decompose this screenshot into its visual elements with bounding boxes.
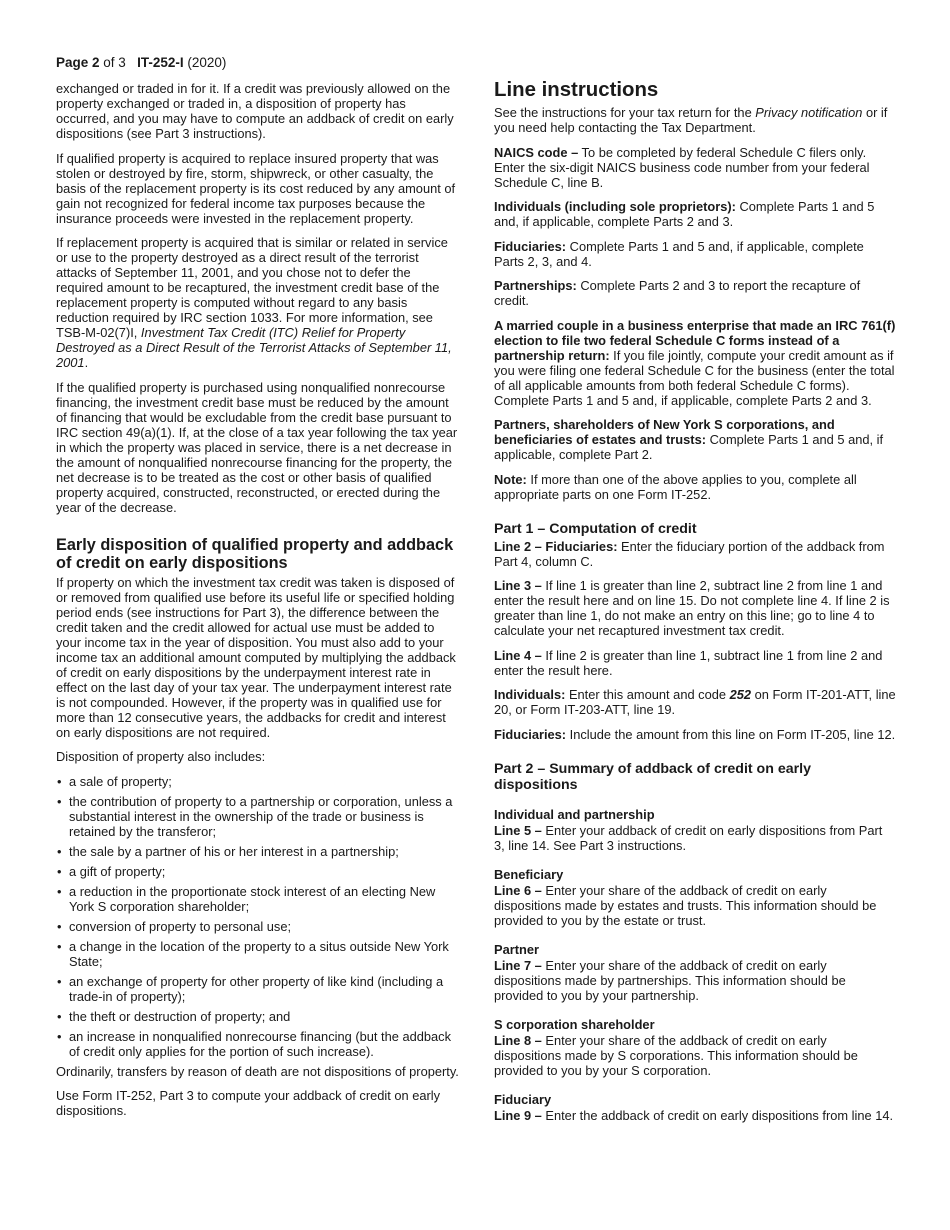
subheading-fiduciary: Fiduciary [494, 1091, 552, 1107]
line-instructions-title: Line instructions [494, 79, 659, 101]
list-item: • an exchange of property for other property of like kind (including a trade-in of property); [56, 974, 459, 1004]
form-id: IT-252-I [137, 55, 184, 70]
subheading-partner: Partner [494, 941, 539, 957]
paragraph-line7: Line 7 – Enter your share of the addback of credit on early dispositions made by partnerships. This information should be provided to you by your partnership. [494, 957, 846, 1003]
paragraph-naics: NAICS code – To be completed by federal Schedule C filers only. Enter the six-digit NAICS business code number from your federal Schedule C, line B. [494, 144, 870, 190]
paragraph-death-transfers: Ordinarily, transfers by reason of death are not dispositions of property. [56, 1063, 459, 1079]
list-item: • conversion of property to personal use; [56, 919, 459, 934]
paragraph-note: Note: If more than one of the above applies to you, complete all appropriate parts on one Form IT-252. [494, 471, 857, 502]
left-column [56, 81, 459, 1128]
part2-heading: Part 2 – Summary of addback of credit on early dispositions [494, 760, 811, 793]
paragraph-line9: Line 9 – Enter the addback of credit on early dispositions from line 14. [494, 1107, 894, 1123]
paragraph-individuals-line4: Individuals: Enter this amount and code 252 on Form IT-201-ATT, line 20, or Form IT-203-ATT, line 19. [494, 687, 896, 717]
paragraph-individuals: Individuals (including sole proprietors): Complete Parts 1 and 5 and, if applicable, complete Parts 2 and 3. [494, 199, 875, 229]
list-item: • an increase in nonqualified nonrecourse financing (but the addback of credit only applies for the portion of such increase). [56, 1029, 459, 1059]
list-item: • a reduction in the proportionate stock interest of an electing New York S corporation shareholder; [56, 884, 459, 914]
paragraph-partners-shareholders: Partners, shareholders of New York S corporations, and beneficiaries of estates and trusts: Complete Parts 1 and 5 and, if applicable, complete Part 2. [494, 417, 884, 462]
right-column [494, 79, 896, 1132]
list-item: • the sale by a partner of his or her interest in a partnership; [56, 844, 459, 859]
paragraph-fiduciaries: Fiduciaries: Complete Parts 1 and 5 and, if applicable, complete Parts 2, 3, and 4. [494, 238, 864, 269]
list-item: • a sale of property; [56, 774, 459, 789]
paragraph-disposition-includes: Disposition of property also includes: [56, 749, 266, 764]
tsb-title: Investment Tax Credit (ITC) Relief for Property Destroyed as a Direct Result of the Terrorist Attacks of September 11, 2001 [56, 325, 452, 370]
paragraph-line6: Line 6 – Enter your share of the addback of credit on early dispositions made by estates and trusts. This information should be provided to you by the estate or trust. [494, 882, 877, 928]
privacy-notification-ref: Privacy notification [755, 105, 863, 120]
paragraph-line8: Line 8 – Enter your share of the addback of credit on early dispositions made by S corporations. This information should be provided to you by your S corporation. [494, 1032, 858, 1078]
paragraph-line5: Line 5 – Enter your addback of credit on early dispositions from Part 3, line 14. See Part 3 instructions. [494, 822, 883, 853]
section-heading-early-disposition: Early disposition of qualified property and addback of credit on early dispositions [56, 535, 454, 572]
credit-code: 252 [729, 687, 752, 702]
paragraph-fiduciaries-line4: Fiduciaries: Include the amount from this line on Form IT-205, line 12. [494, 726, 896, 742]
paragraph-use-form: Use Form IT-252, Part 3 to compute your addback of credit on early dispositions. [56, 1088, 441, 1118]
paragraph-intro: See the instructions for your tax return for the Privacy notification or if you need help contacting the Tax Department. [494, 105, 888, 135]
paragraph-line4: Line 4 – If line 2 is greater than line 1, subtract line 1 from line 2 and enter the result here. [494, 647, 883, 678]
paragraph-insured-property: If qualified property is acquired to replace insured property that was stolen or destroyed by fire, storm, shipwreck, or other casualty, the basis of the replacement property is its cost reduced by any amount of gain not recognized for federal income tax purposes because the insurance proceeds were invested in the replacement property. [56, 150, 456, 226]
list-item: • a change in the location of the property to a situs outside New York State; [56, 939, 459, 969]
paragraph-line3: Line 3 – If line 1 is greater than line 2, subtract line 2 from line 1 and enter the result here and on line 15. Do not complete line 4. If line 2 is greater than line 1, do not make an entry on this line; go to line 4 to calculate your net recaptured investment tax credit. [494, 578, 890, 638]
paragraph-nonrecourse-financing: If the qualified property is purchased using nonqualified nonrecourse financing, the investment credit base must be reduced by the amount of financing that would be excludable from the credit base pursuant to IRC section 49(a)(1). If, at the close of a tax year following the tax year in which the property was placed in service, there is a net decrease in the amount of nonqualified nonrecourse financing for the property, the net decrease is to be treated as the cost or other basis of qualified property acquired, constructed, reconstructed, or erected during the year of the decrease. [56, 379, 458, 515]
form-year: (2020) [187, 55, 227, 70]
paragraph-early-disposition: If property on which the investment tax credit was taken is disposed of or removed from qualified use before its useful life or specified holding period ends (see instructions for Part 3), the difference between the credit taken and the credit allowed for actual use must be added to your income tax in the year of disposition. You must also add to your income tax an additional amount computed by multiplying the addback of credit on early dispositions by the underpayment interest rate in effect on the last day of your tax year. The underpayment interest rate is not compounded. However, if the property was in qualified use for more than 12 consecutive years, the addbacks for credit and interest on early dispositions are not required. [56, 574, 456, 740]
subheading-individual-partnership: Individual and partnership [494, 806, 655, 822]
paragraph-partnerships: Partnerships: Complete Parts 2 and 3 to report the recapture of credit. [494, 278, 861, 308]
part1-heading: Part 1 – Computation of credit [494, 520, 697, 537]
page-number: Page 2 [56, 55, 100, 70]
list-item: • the theft or destruction of property; and [56, 1009, 459, 1024]
paragraph-line2: Line 2 – Fiduciaries: Enter the fiduciary portion of the addback from Part 4, column C. [494, 538, 885, 569]
page-header [56, 55, 226, 71]
subheading-s-corporation: S corporation shareholder [494, 1016, 655, 1032]
list-item: • the contribution of property to a partnership or corporation, unless a substantial interest in the ownership of the trade or business is retained by the transferor; [56, 794, 459, 839]
subheading-beneficiary: Beneficiary [494, 866, 564, 882]
page-total: of 3 [99, 55, 126, 70]
paragraph-married-couple: A married couple in a business enterprise that made an IRC 761(f) election to file two federal Schedule C forms instead of a partnership return: If you file jointly, compute your credit amount as if you were filing one federal Schedule C for the business (enter the total of all applicable amounts from both federal Schedule C forms). Complete Parts 1 and 5 and, if applicable, complete Parts 2 and 3. [494, 317, 896, 408]
paragraph-exchange: exchanged or traded in for it. If a credit was previously allowed on the property exchanged or traded in, a disposition of property has occurred, and you may have to compute an addback of credit on early dispositions (see Part 3 instructions). [56, 81, 454, 141]
list-item: • a gift of property; [56, 864, 459, 879]
paragraph-replacement-property: If replacement property is acquired that is similar or related in service or use to the property destroyed as a direct result of the terrorist attacks of September 11, 2001, and you chose not to defer the required amount to be recaptured, the investment credit base of the replacement property is computed without regard to any basis reduction required by IRC section 1033. For more information, see TSB-M-02(7)I, Investment Tax Credit (ITC) Relief for Property Destroyed as a Direct Result of the Terrorist Attacks of September 11, 2001. [56, 235, 452, 370]
disposition-list [56, 774, 459, 1059]
